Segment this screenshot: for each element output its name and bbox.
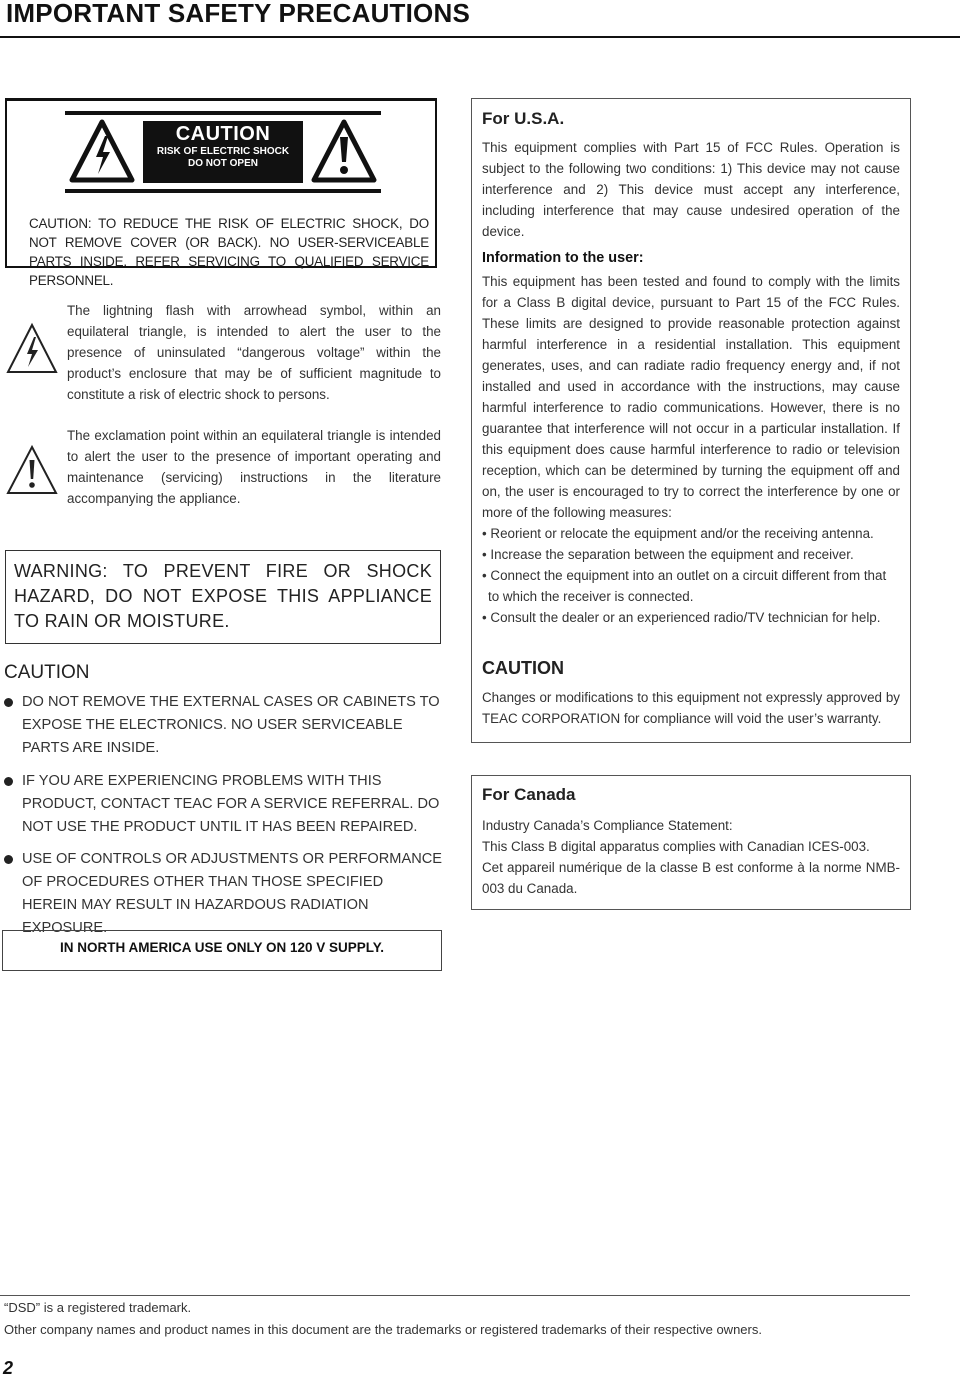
- lightning-warning-icon: [69, 119, 135, 183]
- canada-heading: For Canada: [482, 785, 576, 804]
- warning-text: WARNING: TO PREVENT FIRE OR SHOCK HAZARD, DO NOT EXPOSE THIS APPLIANCE TO RAIN OR MOISTURE.: [14, 561, 432, 631]
- footer-divider: [0, 1295, 910, 1296]
- exclamation-warning-icon: [311, 119, 377, 183]
- info-heading: Information to the user:: [482, 250, 644, 266]
- usa-heading: For U.S.A.: [482, 109, 565, 128]
- caution-sticker: [65, 111, 381, 193]
- sticker-title: CAUTION: [175, 123, 271, 145]
- canada-compliance-box: [471, 775, 911, 910]
- lightning-symbol-explanation: The lightning flash with arrowhead symbol, within an equilateral triangle, is intended to alert the user to the presence of uninsulated “dangerous voltage” within the product’s enclosure that may be of sufficient magnitude to constitute a risk of electric shock to persons.: [67, 303, 441, 402]
- bullet-icon: [4, 855, 13, 864]
- exclamation-triangle-icon: [5, 444, 59, 496]
- bullet-icon: [4, 777, 13, 786]
- canada-statement-label: Industry Canada’s Compliance Statement:: [482, 818, 733, 833]
- caution-item: [22, 770, 442, 839]
- canada-french-statement: Cet appareil numérique de la classe B est conforme à la norme NMB-003 du Canada.: [482, 860, 900, 896]
- caution-item: [22, 691, 442, 760]
- bullet-icon: [4, 698, 13, 707]
- caution-heading: CAUTION: [4, 662, 90, 683]
- title-divider: [0, 36, 960, 38]
- supply-notice-box: [2, 930, 442, 971]
- lightning-triangle-icon: [5, 322, 59, 376]
- caution-sticker-label: [143, 121, 303, 183]
- caution-item-text: USE OF CONTROLS OR ADJUSTMENTS OR PERFORMANCE OF PROCEDURES OTHER THAN THOSE SPECIFIED HEREIN MAY RESULT IN HAZARDOUS RADIATION EXPOSURE.: [22, 851, 443, 936]
- page-title: IMPORTANT SAFETY PRECAUTIONS: [6, 0, 470, 28]
- measure-item: • Consult the dealer or an experienced radio/TV technician for help.: [482, 610, 881, 625]
- trademark-note: “DSD” is a registered trademark.: [4, 1300, 192, 1315]
- measure-item: • Connect the equipment into an outlet on a circuit different from that to which the receiver is connected.: [482, 568, 887, 604]
- info-text: This equipment has been tested and found to comply with the limits for a Class B digital device, pursuant to Part 15 of the FCC Rules. These limits are designed to provide reasonable protection against harmful interference in a residential installation. This equipment generates, uses, and can radiate radio frequency energy and, if not installed and used in accordance with the instructions, may cause harmful interference to radio communications. However, there is no guarantee that interference will not occur in a particular installation. If this equipment does cause harmful interference to radio or television reception, which can be determined by turning the equipment off and on, the user is encouraged to try to correct the interference by one or more of the following measures:: [482, 274, 900, 520]
- caution-label-box: [5, 98, 437, 288]
- usa-caution-heading: CAUTION: [482, 658, 564, 678]
- supply-notice-text: IN NORTH AMERICA USE ONLY ON 120 V SUPPLY.: [59, 940, 385, 955]
- measure-item: • Increase the separation between the equipment and receiver.: [482, 547, 854, 562]
- exclamation-symbol-explanation: The exclamation point within an equilateral triangle is intended to alert the user to the presence of important operating and maintenance (servicing) instructions in the literature accompanying the appliance.: [67, 428, 441, 506]
- measure-item: • Reorient or relocate the equipment and/or the receiving antenna.: [482, 526, 874, 541]
- caution-item-text: DO NOT REMOVE THE EXTERNAL CASES OR CABINETS TO EXPOSE THE ELECTRONICS. NO USER SERVICEABLE PARTS ARE INSIDE.: [22, 694, 440, 756]
- caution-item: [22, 848, 442, 940]
- sticker-line-1: RISK OF ELECTRIC SHOCK: [156, 146, 290, 157]
- trademark-note-others: Other company names and product names in this document are the trademarks or registered trademarks of their respective owners.: [4, 1322, 762, 1337]
- caution-label-text: CAUTION: TO REDUCE THE RISK OF ELECTRIC SHOCK, DO NOT REMOVE COVER (OR BACK). NO USER-SERVICEABLE PARTS INSIDE. REFER SERVICING TO QUALIFIED SERVICE PERSONNEL.: [29, 216, 429, 288]
- canada-english-statement: This Class B digital apparatus complies with Canadian ICES-003.: [482, 839, 870, 854]
- page-number: 2: [3, 1358, 14, 1378]
- usa-intro: This equipment complies with Part 15 of FCC Rules. Operation is subject to the following two conditions: 1) This device may not cause interference and 2) This device must accept any interference, including interference that may cause undesired operation of the device.: [482, 140, 900, 239]
- warning-box: [5, 550, 441, 644]
- caution-item-text: IF YOU ARE EXPERIENCING PROBLEMS WITH THIS PRODUCT, CONTACT TEAC FOR A SERVICE REFERRAL. DO NOT USE THE PRODUCT UNTIL IT HAS BEEN REPAIRED.: [22, 773, 440, 835]
- usa-caution-text: Changes or modifications to this equipment not expressly approved by TEAC CORPORATION for compliance will void the user’s warranty.: [482, 690, 900, 726]
- sticker-line-2: DO NOT OPEN: [187, 158, 258, 169]
- usa-compliance-box: [471, 98, 911, 743]
